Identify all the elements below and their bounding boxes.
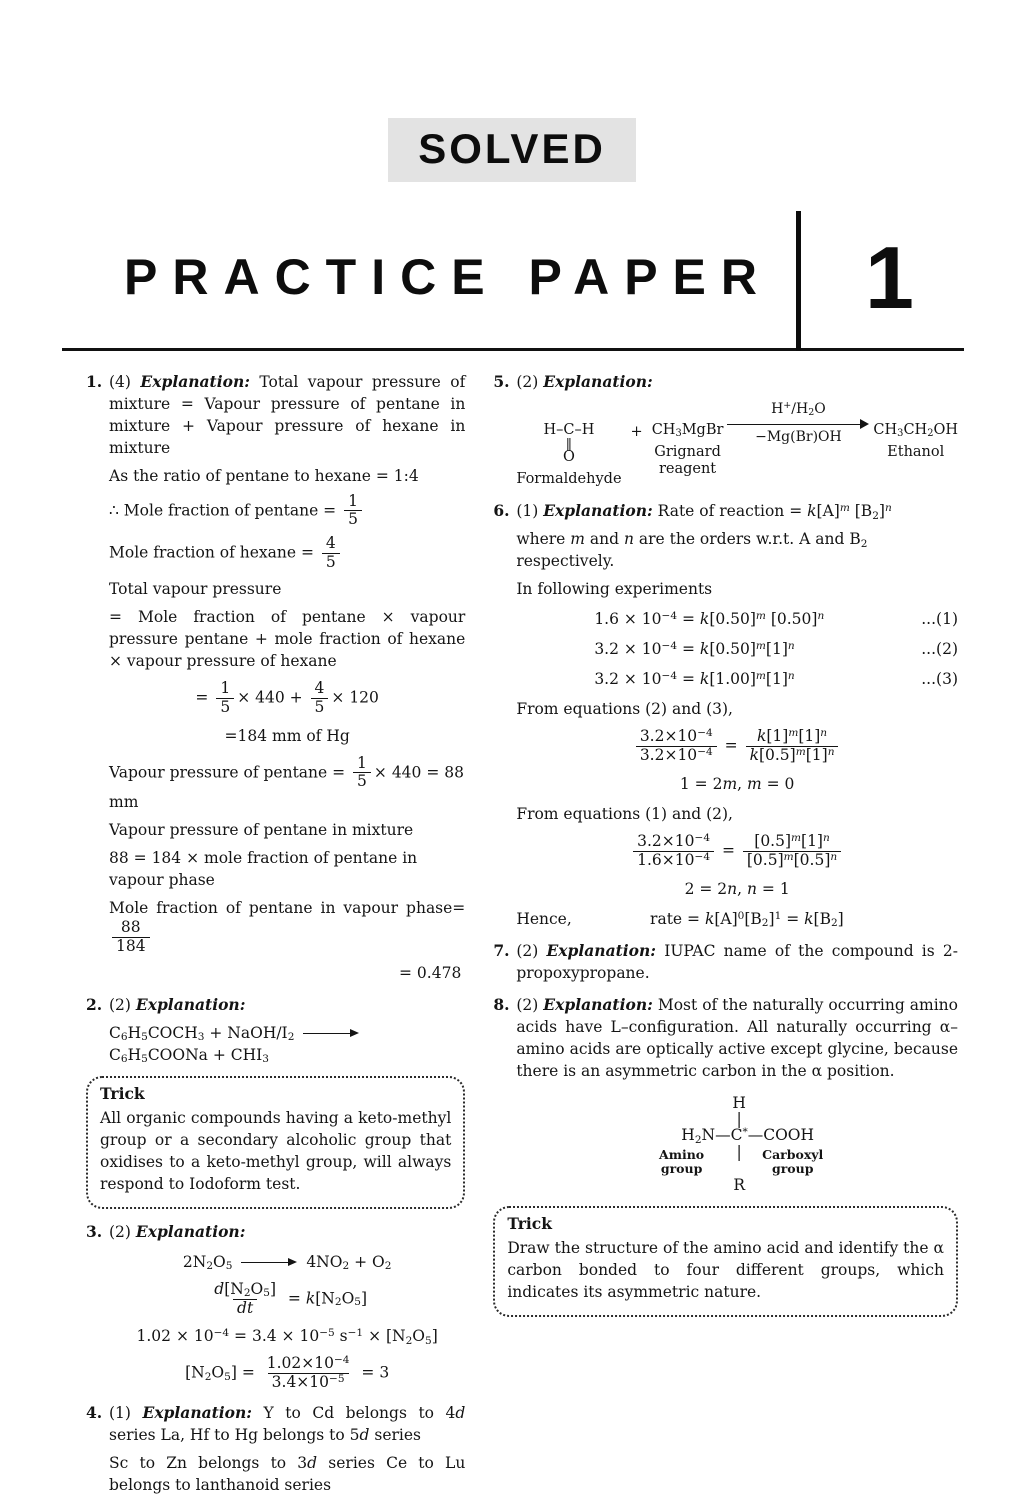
formaldehyde-label: Formaldehyde: [516, 471, 622, 487]
q2-header: [109, 994, 465, 1016]
q6-ratio-equation-1: $\frac{3.2\times 10^{-4}}{3.2\times 10^{-4}}$ = $\frac{k[1]^m[1]^n}{k[0.5]^m[1]^n}$: [516, 728, 958, 765]
q6-rate-expression: Rate of reaction = $k[A]^m$ $[B2]^n$: [657, 502, 892, 522]
q1-sum-text: = Mole fraction of pentane × vapour pressure pentane + mole fraction of hexane × vapour pressure of hexane: [109, 607, 466, 670]
question-number: 7.: [493, 940, 510, 960]
q6-from-23-line: From equations (2) and (3),: [516, 700, 733, 719]
q1-total-label: Total vapour pressure: [109, 579, 282, 598]
q6-ratio-equation-2: $\frac{3.2\times 10^{-4}}{1.6\times 10^{-4}}$ = $\frac{[0.5]^m[1]^n}{[0.5]^m[0.5]^n}$: [516, 833, 958, 870]
answer-key: (2): [109, 1222, 131, 1241]
page-title: PRACTICE PAPER: [124, 249, 773, 306]
question-5: [493, 371, 958, 489]
carboxyl-group-label: Carboxyl group: [762, 1146, 824, 1176]
answer-key: (1): [516, 502, 539, 521]
product: [873, 401, 958, 462]
q6-hence-label: Hence,: [516, 909, 572, 928]
explanation-label: Explanation:: [543, 994, 653, 1014]
q6-where-line: where m and n are the orders w.r.t. A and B2 respectively.: [516, 530, 868, 571]
q6-from-12-line: From equations (1) and (2),: [516, 805, 733, 824]
header: [0, 0, 1024, 351]
q4-paragraph-1: [109, 1402, 465, 1446]
double-bond: ‖: [565, 437, 573, 453]
q7-text: IUPAC name of the compound is 2-propoxypropane.: [516, 941, 959, 982]
q6-experiment-1-tag: ...(1): [921, 610, 958, 629]
question-8: [493, 994, 958, 1196]
grignard-reagent: [652, 401, 724, 479]
answer-key: (2): [516, 941, 539, 960]
q6-experiment-row: [516, 668, 958, 690]
explanation-label: Explanation:: [142, 1403, 253, 1422]
q1-intro-text: Total vapour pressure of mixture = Vapour pressure of pentane in mixture + Vapour pressure of hexane in mixture: [109, 372, 466, 457]
amino-group-label: Amino group: [659, 1146, 705, 1176]
q8-paragraph: [516, 994, 958, 1082]
q6-experiment-3-equation: $3.2 \times 10^{-4} = k[1.00]^m[1]^n$: [594, 670, 795, 689]
hydrogen-top: H: [732, 1093, 746, 1112]
solved-badge-wrap: [0, 118, 1024, 182]
r-group: R: [733, 1176, 745, 1195]
trick-title: Trick: [100, 1083, 145, 1103]
explanation-label: Explanation:: [543, 501, 653, 521]
amino-acid-structure: [516, 1094, 958, 1196]
explanation-label: Explanation:: [140, 371, 250, 391]
explanation-label: Explanation:: [546, 940, 656, 960]
q3-concentration-result: [N2O5] = $\frac{1.02\times 10^{-4}}{3.4\times 10^{-5}}$ = 3: [185, 1354, 390, 1392]
q2-iodoform-equation: C6H5COCH3 + NaOH/I2 C6H5COONa + CHI3: [109, 1022, 465, 1066]
q5-header: [516, 371, 958, 393]
answer-key: (2): [516, 372, 539, 391]
bond-vertical-bottom: |: [736, 1142, 742, 1161]
product-label: Ethanol: [887, 444, 945, 461]
explanation-label: Explanation:: [135, 994, 246, 1014]
trick-title: Trick: [507, 1213, 552, 1233]
explanation-label: Explanation:: [135, 1221, 246, 1241]
q1-hexane-fraction: Mole fraction of hexane = $\frac{4}{5}$: [109, 535, 465, 572]
oxygen-atom: O: [562, 449, 575, 466]
bond-vertical-top: |: [736, 1110, 742, 1129]
q8-text: Most of the naturally occurring amino acids have L–configuration. All naturally occurring α–amino acids are optically active except glycine, because there is an asymmetric carbon in the α position.: [516, 995, 958, 1080]
q7-paragraph: [516, 940, 958, 984]
q1-total-result: =184 mm of Hg: [224, 726, 350, 745]
q1-vp-mixture-label: Vapour pressure of pentane in mixture: [109, 821, 414, 840]
q1-pentane-fraction: ∴ Mole fraction of pentane = $\frac{1}{5}$: [109, 493, 465, 530]
q6-experiment-row: [516, 638, 958, 660]
right-column: [493, 371, 958, 1506]
q6-hence-row: [516, 908, 958, 930]
question-number: 6.: [493, 501, 510, 521]
q6-n-result: 2 = 2n, n = 1: [684, 879, 790, 898]
question-2: [86, 994, 465, 1066]
answer-key: (4): [109, 372, 131, 391]
question-4: [86, 1402, 465, 1496]
q1-vp-pentane-equation: Vapour pressure of pentane = $\frac{1}{5}$ × 440 = 88 mm: [109, 753, 464, 812]
q1-final-result: = 0.478: [399, 963, 462, 982]
q3-substitution-equation: $1.02 \times 10^{-4} = 3.4 \times 10^{-5}$ $s^{-1} \times [N2O5]$: [136, 1327, 438, 1347]
question-6: [493, 500, 958, 929]
question-number: 2.: [86, 994, 103, 1014]
q6-experiment-3-tag: ...(3): [921, 670, 958, 689]
question-number: 4.: [86, 1403, 103, 1422]
q6-experiment-row: [516, 608, 958, 630]
arrow-below-text: −Mg(Br)OH: [755, 429, 842, 446]
trick-box-iodoform: [86, 1076, 465, 1209]
question-number: 1.: [86, 371, 103, 391]
answer-key: (2): [516, 995, 539, 1014]
question-3: [86, 1221, 465, 1392]
product-formula: CH3CH2OH: [873, 421, 958, 439]
q1-88-equation: 88 = 184 × mole fraction of pentane in vapour phase: [109, 849, 418, 890]
q1-ratio-line: As the ratio of pentane to hexane = 1:4: [109, 466, 419, 485]
question-number: 3.: [86, 1221, 103, 1241]
q4-text-1: Y to Cd belongs to 4d series La, Hf to Hg belongs to 5d series: [109, 1404, 466, 1444]
q1-intro-paragraph: [109, 371, 465, 459]
arrow-above-text: H+/H2O: [771, 400, 826, 418]
alpha-carbon: C*: [730, 1126, 748, 1145]
q6-experiment-2-tag: ...(2): [921, 640, 958, 659]
explanation-label: Explanation:: [543, 371, 653, 391]
formaldehyde-structure: [516, 401, 621, 489]
reaction-arrow-icon: [303, 1027, 359, 1038]
grignard-formula: CH3MgBr: [651, 421, 724, 439]
answer-key: (2): [109, 995, 131, 1014]
question-1: [86, 371, 465, 984]
q6-experiment-2-equation: $3.2 \times 10^{-4} = k[0.50]^m[1]^n$: [594, 640, 795, 659]
carboxyl-group-formula: —COOH: [747, 1126, 815, 1145]
question-7: [493, 940, 958, 984]
title-divider: [796, 211, 801, 351]
q6-final-rate-law: rate = $k[A]^0[B2]^1 = k[B2]$: [650, 909, 844, 929]
answer-key: (1): [109, 1404, 131, 1422]
grignard-label: Grignard reagent: [654, 444, 721, 478]
question-number: 8.: [493, 994, 510, 1014]
reaction-arrow-icon: [727, 417, 869, 429]
title-row: [0, 212, 1024, 344]
q6-m-result: 1 = 2m, m = 0: [679, 775, 795, 794]
left-column: [86, 371, 465, 1506]
q1-mole-fraction-line: Mole fraction of pentane in vapour phase= $\frac{88}{184}$: [109, 899, 466, 955]
q6-experiments-label: In following experiments: [516, 580, 713, 599]
q6-experiment-1-equation: $1.6 \times 10^{-4} = k[0.50]^m$ $[0.50]^n$: [594, 610, 825, 629]
q6-header: [516, 500, 958, 522]
formaldehyde-formula: H–C–H: [543, 421, 595, 438]
q3-header: [109, 1221, 465, 1243]
reaction-conditions: [727, 401, 869, 447]
plus-sign: +: [630, 423, 643, 440]
question-number: 5.: [493, 371, 510, 391]
q3-rate-law-equation: $\frac{d[N2O5]}{dt}$ = k[N2O5]: [214, 1279, 368, 1317]
q3-decomposition-equation: 2N2O5 4NO2 + O2: [182, 1252, 392, 1273]
reaction-arrow-icon: [241, 1256, 297, 1267]
trick-text: All organic compounds having a keto-methyl group or a secondary alcoholic group that oxidises to a keto-methyl group, will always respond to Iodoform test.: [100, 1108, 452, 1193]
q4-text-2: Sc to Zn belongs to 3d series Ce to Lu belongs to lanthanoid series: [109, 1454, 466, 1494]
amino-group-formula: H2N—: [681, 1126, 731, 1146]
paper-number: 1: [865, 227, 914, 327]
q1-sum-equation: = $\frac{1}{5}$ × 440 + $\frac{4}{5}$ × 120: [195, 678, 379, 716]
trick-text: Draw the structure of the amino acid and identify the α carbon bonded to four different groups, which indicates its asymmetric nature.: [507, 1238, 944, 1301]
content-columns: [0, 351, 1024, 1506]
trick-box-amino-acid: [493, 1206, 958, 1317]
reaction-scheme: [516, 401, 958, 489]
solved-badge: SOLVED: [388, 118, 636, 182]
